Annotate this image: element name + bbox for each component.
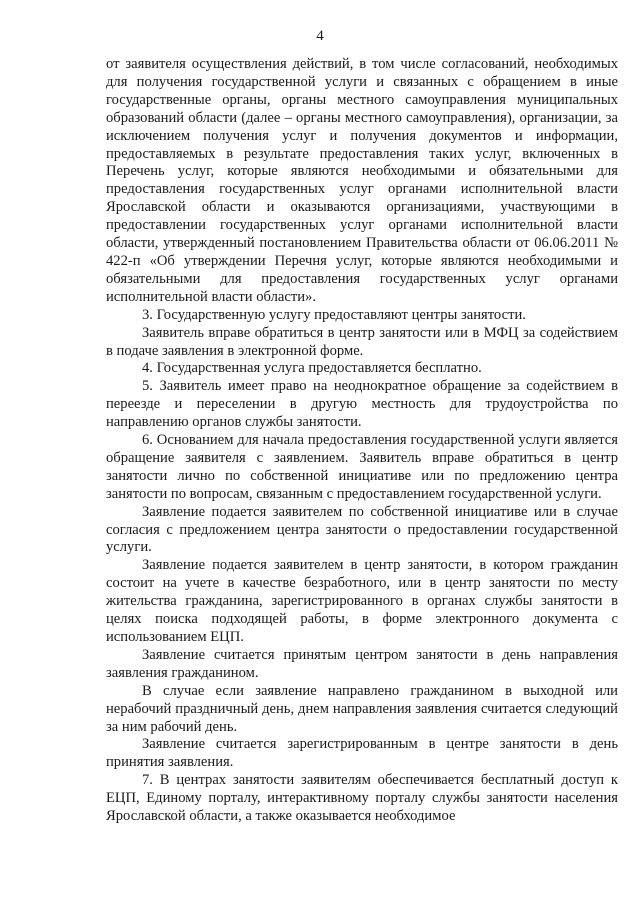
paragraph-item-7: 7. В центрах занятости заявителям обеспечивается бесплатный доступ к ЕЦП, Единому порталу, интерактивному порталу службы занятости населения Ярославской области, а также оказывается необходимое [106,772,618,825]
paragraph-application-own-initiative: Заявление подается заявителем по собственной инициативе или в случае согласия с предложением центра занятости о предоставлении государственной услуги. [106,503,618,556]
paragraph-continuation: от заявителя осуществления действий, в том числе согласований, необходимых для получения государственной услуги и связанных с обращением в иные государственные органы, органы местного самоуправления муниципальных образований области (далее – органы местного самоуправления), организации, за исключением получения услуг и получения документов и информации, предоставляемых в результате предоставления таких услуг, включенных в Перечень услуг, которые являются необходимыми и обязательными для предоставления государственных услуг органами исполнительной власти Ярославской области и оказываются организациями, участвующими в предоставлении государственных услуг органами исполнительной власти области, утвержденный постановлением Правительства области от 06.06.2011 № 422-п «Об утверждении Перечня услуг, которые являются необходимыми и обязательными для предоставления государственных услуг органами исполнительной власти области». [106,56,618,305]
document-body [106,56,618,826]
paragraph-application-submission: Заявление подается заявителем в центр занятости, в котором гражданин состоит на учете в качестве безработного, или в центр занятости по месту жительства гражданина, зарегистрированного в органах службы занятости в целях поиска подходящей работы, в форме электронного документа с использованием ЕЦП. [106,557,618,645]
paragraph-item-5: 5. Заявитель имеет право на неоднократное обращение за содействием в переезде и переселении в другую местность для трудоустройства по направлению органов службы занятости. [106,378,618,431]
page-number: 4 [316,28,324,44]
paragraph-mfc-application: Заявитель вправе обратиться в центр занятости или в МФЦ за содействием в подаче заявления в электронной форме. [106,324,618,359]
paragraph-item-4: 4. Государственная услуга предоставляется бесплатно. [142,360,482,377]
paragraph-holiday-rule: В случае если заявление направлено гражданином в выходной или нерабочий праздничный день, днем направления заявления считается следующий за ним рабочий день. [106,682,618,735]
paragraph-item-3: 3. Государственную услугу предоставляют центры занятости. [142,306,526,323]
paragraph-application-accepted: Заявление считается принятым центром занятости в день направления заявления гражданином. [106,646,618,681]
paragraph-item-6: 6. Основанием для начала предоставления государственной услуги является обращение заявителя с заявлением. Заявитель вправе обратиться в центр занятости лично по собственной инициативе или по предложению центра занятости по вопросам, связанным с предоставлением государственной услуги. [106,432,618,502]
paragraph-application-registered: Заявление считается зарегистрированным в центре занятости в день принятия заявления. [106,736,618,771]
